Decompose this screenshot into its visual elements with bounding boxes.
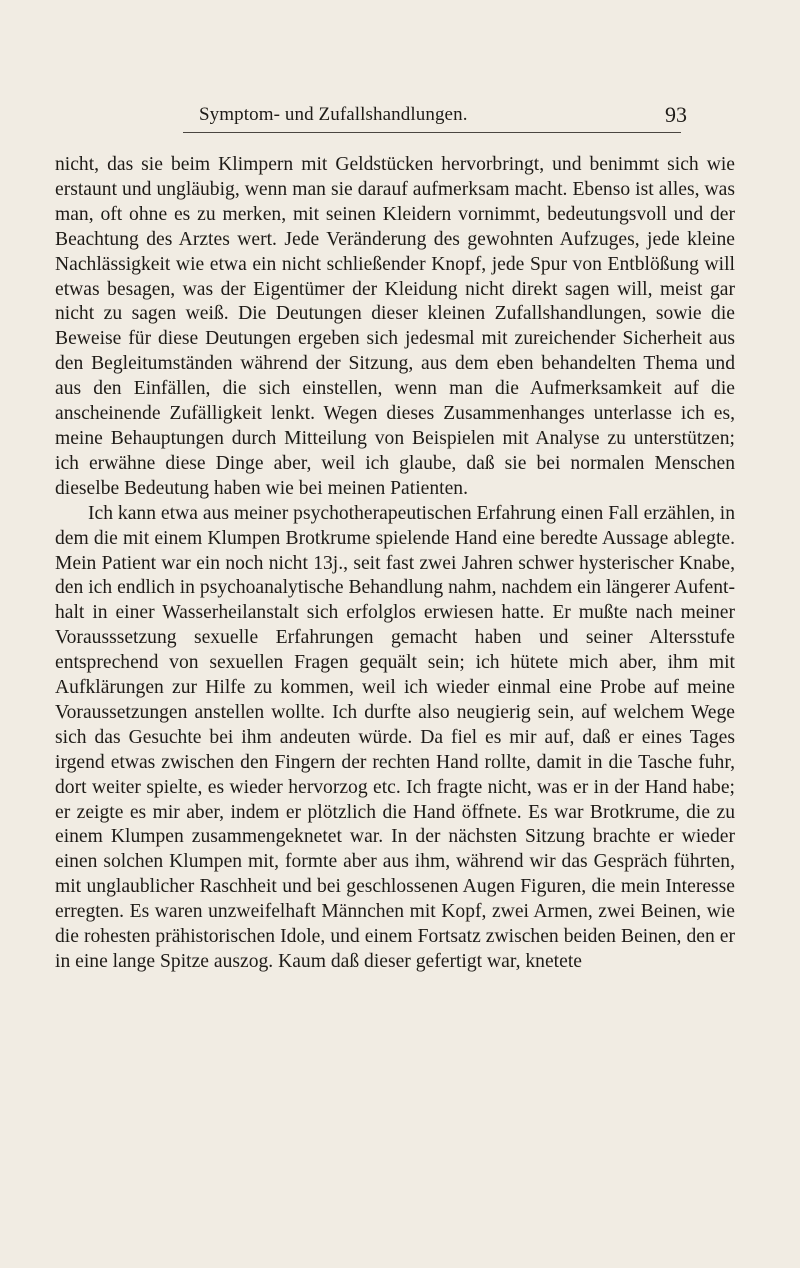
- page-number: 93: [665, 102, 687, 127]
- body-text: [55, 153, 735, 975]
- paragraph-continued: nicht, das sie beim Klimpern mit Geldstücken hervorbringt, und benimmt sich wie erstaunt und ungläubig, wenn man sie darauf aufmerksam macht. Ebenso ist alles, was man, oft ohne es zu merken, mit seinen Kleidern vornimmt, bedeutungsvoll und der Beachtung des Arztes wert. Jede Veränderung des gewohnten Aufzuges, jede kleine Nachlässigkeit wie etwa ein nicht schließender Knopf, jede Spur von Entblößung will etwas besagen, was der Eigentümer der Kleidung nicht direkt sagen will, meist gar nicht zu sagen weiß. Die Deutungen dieser kleinen Zufallshandlungen, sowie die Beweise für diese Deutungen ergeben sich jedesmal mit zureichender Sicherheit aus den Begleitumständen während der Sitzung, aus dem eben behandelten Thema und aus den Einfällen, die sich einstellen, wenn man die Aufmerksamkeit auf die anscheinende Zufälligkeit lenkt. Wegen dieses Zusammenhanges unterlasse ich es, meine Behauptungen durch Mitteilung von Beispielen mit Analyse zu unterstützen; ich erwähne diese Dinge aber, weil ich glaube, daß sie bei normalen Menschen dieselbe Bedeutung haben wie bei meinen Patienten.: [55, 154, 735, 499]
- running-title: Symptom- und Zufallshandlungen.: [199, 104, 468, 125]
- book-page: [55, 98, 735, 975]
- paragraph-case-report: Ich kann etwa aus meiner psychotherapeutischen Erfahrung einen Fall erzählen, in dem die mit einem Klumpen Brotkrume spielende Hand eine beredte Aussage ablegte. Mein Patient war ein noch nicht 13j., seit fast zwei Jahren schwer hysterischer Knabe, den ich endlich in psychoanalytische Behandlung nahm, nachdem ein längerer Aufenthalt in einer Wasserheilanstalt sich erfolglos erwiesen hatte. Er mußte nach meiner Vorausssetzung sexuelle Erfahrungen gemacht haben und seiner Altersstufe entsprechend von sexuellen Fragen gequält sein; ich hütete mich aber, ihm mit Aufklärungen zur Hilfe zu kommen, weil ich wieder einmal eine Probe auf meine Voraussetzungen anstellen wollte. Ich durfte also neugierig sein, auf welchem Wege sich das Gesuchte bei ihm andeuten würde. Da fiel es mir auf, daß er eines Tages irgend etwas zwischen den Fingern der rechten Hand rollte, damit in die Tasche fuhr, dort weiter spielte, es wieder hervorzog etc. Ich fragte nicht, was er in der Hand habe; er zeigte es mir aber, indem er plötzlich die Hand öffnete. Es war Brotkrume, die zu einem Klumpen zusammengeknetet war. In der nächsten Sitzung brachte er wieder einen solchen Klumpen mit, formte aber aus ihm, während wir das Gespräch führten, mit unglaublicher Raschheit und bei geschlossenen Augen Figuren, die mein Interesse erregten. Es waren unzweifelhaft Männchen mit Kopf, zwei Armen, zwei Beinen, wie die rohesten prähistorischen Idole, und einem Fortsatz zwischen beiden Beinen, den er in eine lange Spitze auszog. Kaum daß dieser gefertigt war, knetete: [55, 502, 735, 972]
- running-header: [183, 98, 687, 133]
